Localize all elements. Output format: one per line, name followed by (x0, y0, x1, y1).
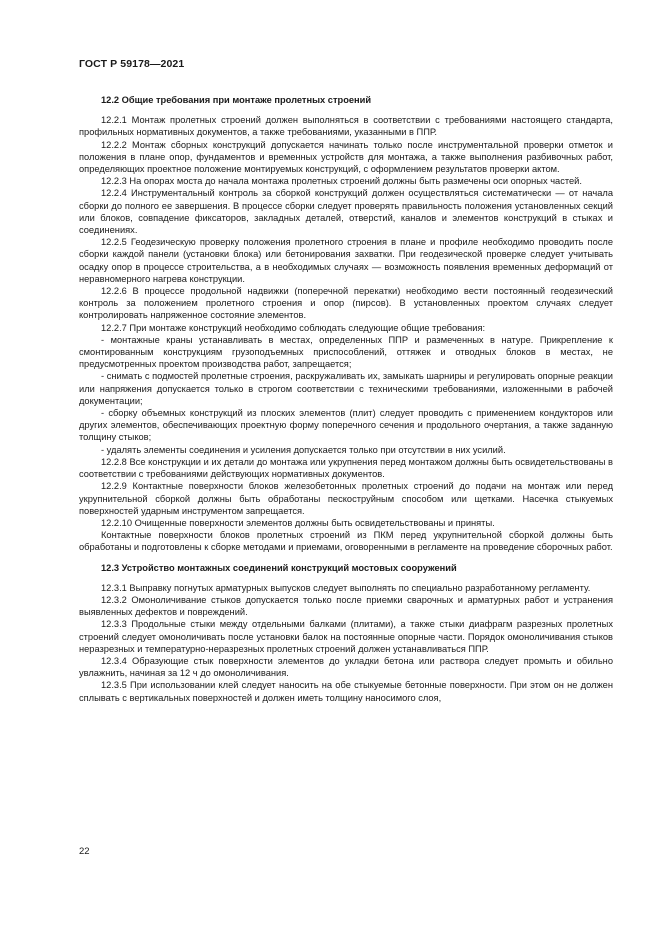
list-item-scaffolding: - снимать с подмостей пролетные строения, раскружаливать их, замыкать шарниры и регулировать опорные реакции или напряжения допускается только в строгом соответствии с техническими требованиями, изложенными в рабочей документации; (79, 371, 613, 406)
document-header: ГОСТ Р 59178—2021 (79, 58, 185, 70)
paragraph-12-2-5: 12.2.5 Геодезическую проверку положения пролетного строения в плане и профиле необходимо проводить после сборки каждой панели (установки блока) или бетонирования захватки. При геодезической проверке следует учитывать осадку опор в процессе строительства, а в необходимых случаях — возможность появления временных деформаций от неравномерного нагрева конструкции. (79, 237, 613, 284)
paragraph-12-2-6: 12.2.6 В процессе продольной надвижки (поперечной перекатки) необходимо вести постоянный геодезический контроль за положением пролетного строения и опор (пирсов). В установленных проектом случаях следует контролировать напряженное состояние элементов. (79, 286, 613, 321)
paragraph-12-2-2: 12.2.2 Монтаж сборных конструкций допускается начинать только после инструментальной проверки отметок и положения в плане опор, фундаментов и временных устройств для монтажа, а также выполнения разбивочных работ, определяющих проектное положение монтируемых конструкций, с оформлением результатов проверки актом. (79, 139, 613, 175)
section-gap (79, 554, 613, 562)
paragraph-12-2-10: 12.2.10 Очищенные поверхности элементов должны быть освидетельствованы и приняты. (101, 517, 495, 528)
paragraph-12-2-3: 12.2.3 На опорах моста до начала монтажа пролетных строений должны быть размечены оси опорных частей. (101, 176, 582, 187)
paragraph-12-2-9: 12.2.9 Контактные поверхности блоков железобетонных пролетных строений до подачи на монтаж или перед укрупнительной сборкой должны быть обработаны пескоструйным способом или щетками. Насечка стыкуемых поверхностей ударным инструментом запрещается. (79, 481, 613, 516)
paragraph-12-2-8: 12.2.8 Все конструкции и их детали до монтажа или укрупнения перед монтажом должны быть освидетельствованы в соответствии с требованиями действующих нормативных документов. (79, 456, 613, 480)
paragraph-12-3-5: 12.3.5 При использовании клей следует наносить на обе стыкуемые бетонные поверхности. При этом он не должен сплывать с вертикальных поверхностей и должен иметь толщину наносимого слоя, (79, 680, 613, 703)
paragraph-12-2-7: 12.2.7 При монтаже конструкций необходимо соблюдать следующие общие требования: (101, 322, 486, 333)
paragraph-12-2-4: 12.2.4 Инструментальный контроль за сборкой конструкций должен осуществляться систематически — от начала сборки до полного ее завершения. В процессе сборки следует проверять правильность положения установленных секций или блоков, совпадение фиксаторов, закладных деталей, отверстий, каналов и элементов конструкций в стыках и соединениях. (79, 188, 613, 236)
page-number: 22 (79, 846, 90, 857)
paragraph-12-3-4: 12.3.4 Образующие стык поверхности элементов до укладки бетона или раствора следует промыть и обильно увлажнить, начиная за 12 ч до омоноличивания. (79, 655, 613, 679)
paragraph-12-3-1: 12.3.1 Выправку погнутых арматурных выпусков следует выполнять по специально разработанному регламенту. (101, 582, 591, 593)
paragraph-12-2-1: 12.2.1 Монтаж пролетных строений должен выполняться в соответствии с требованиями настоящего стандарта, профильных нормативных документов, а также требованиями, указанными в ППР. (79, 115, 613, 138)
paragraph-12-3-2: 12.3.2 Омоноличивание стыков допускается только после приемки сварочных и арматурных работ и устранения выявленных дефектов и повреждений. (79, 594, 613, 618)
document-body (79, 94, 613, 704)
section-title-12-3: 12.3 Устройство монтажных соединений конструкций мостовых сооружений (101, 562, 457, 573)
list-item-removal: - удалять элементы соединения и усиления допускается только при отсутствии в них усилий. (101, 444, 506, 455)
list-item-volumetric-assembly: - сборку объемных конструкций из плоских элементов (плит) следует проводить с применением кондукторов или других элементов, обеспечивающих проектную форму поперечного сечения и продольного очертания, а также заданную толщину стыков; (79, 408, 613, 443)
paragraph-12-3-3: 12.3.3 Продольные стыки между отдельными балками (плитами), а также стыки диафрагм разрезных пролетных строений следует омоноличивать после установки балок на постоянные опорные части. Порядок омоноличивания стыков неразрезных и температурно-неразрезных пролетных строений должен устанавливаться ППР. (79, 619, 613, 654)
section-title-12-2: 12.2 Общие требования при монтаже пролетных строений (101, 95, 372, 105)
list-item-cranes: - монтажные краны устанавливать в местах, определенных ППР и размеченных в натуре. Прикрепление к смонтированным конструкциям грузоподъемных приспособлений, оттяжек и отводных блоков в местах, не предусмотренных проектом производства работ, запрещается; (79, 334, 613, 370)
paragraph-pkm-surfaces: Контактные поверхности блоков пролетных строений из ПКМ перед укрупнительной сборкой должны быть обработаны и подготовлены к сборке методами и приемами, оговоренными в регламенте на проведение сборочных работ. (79, 530, 613, 553)
